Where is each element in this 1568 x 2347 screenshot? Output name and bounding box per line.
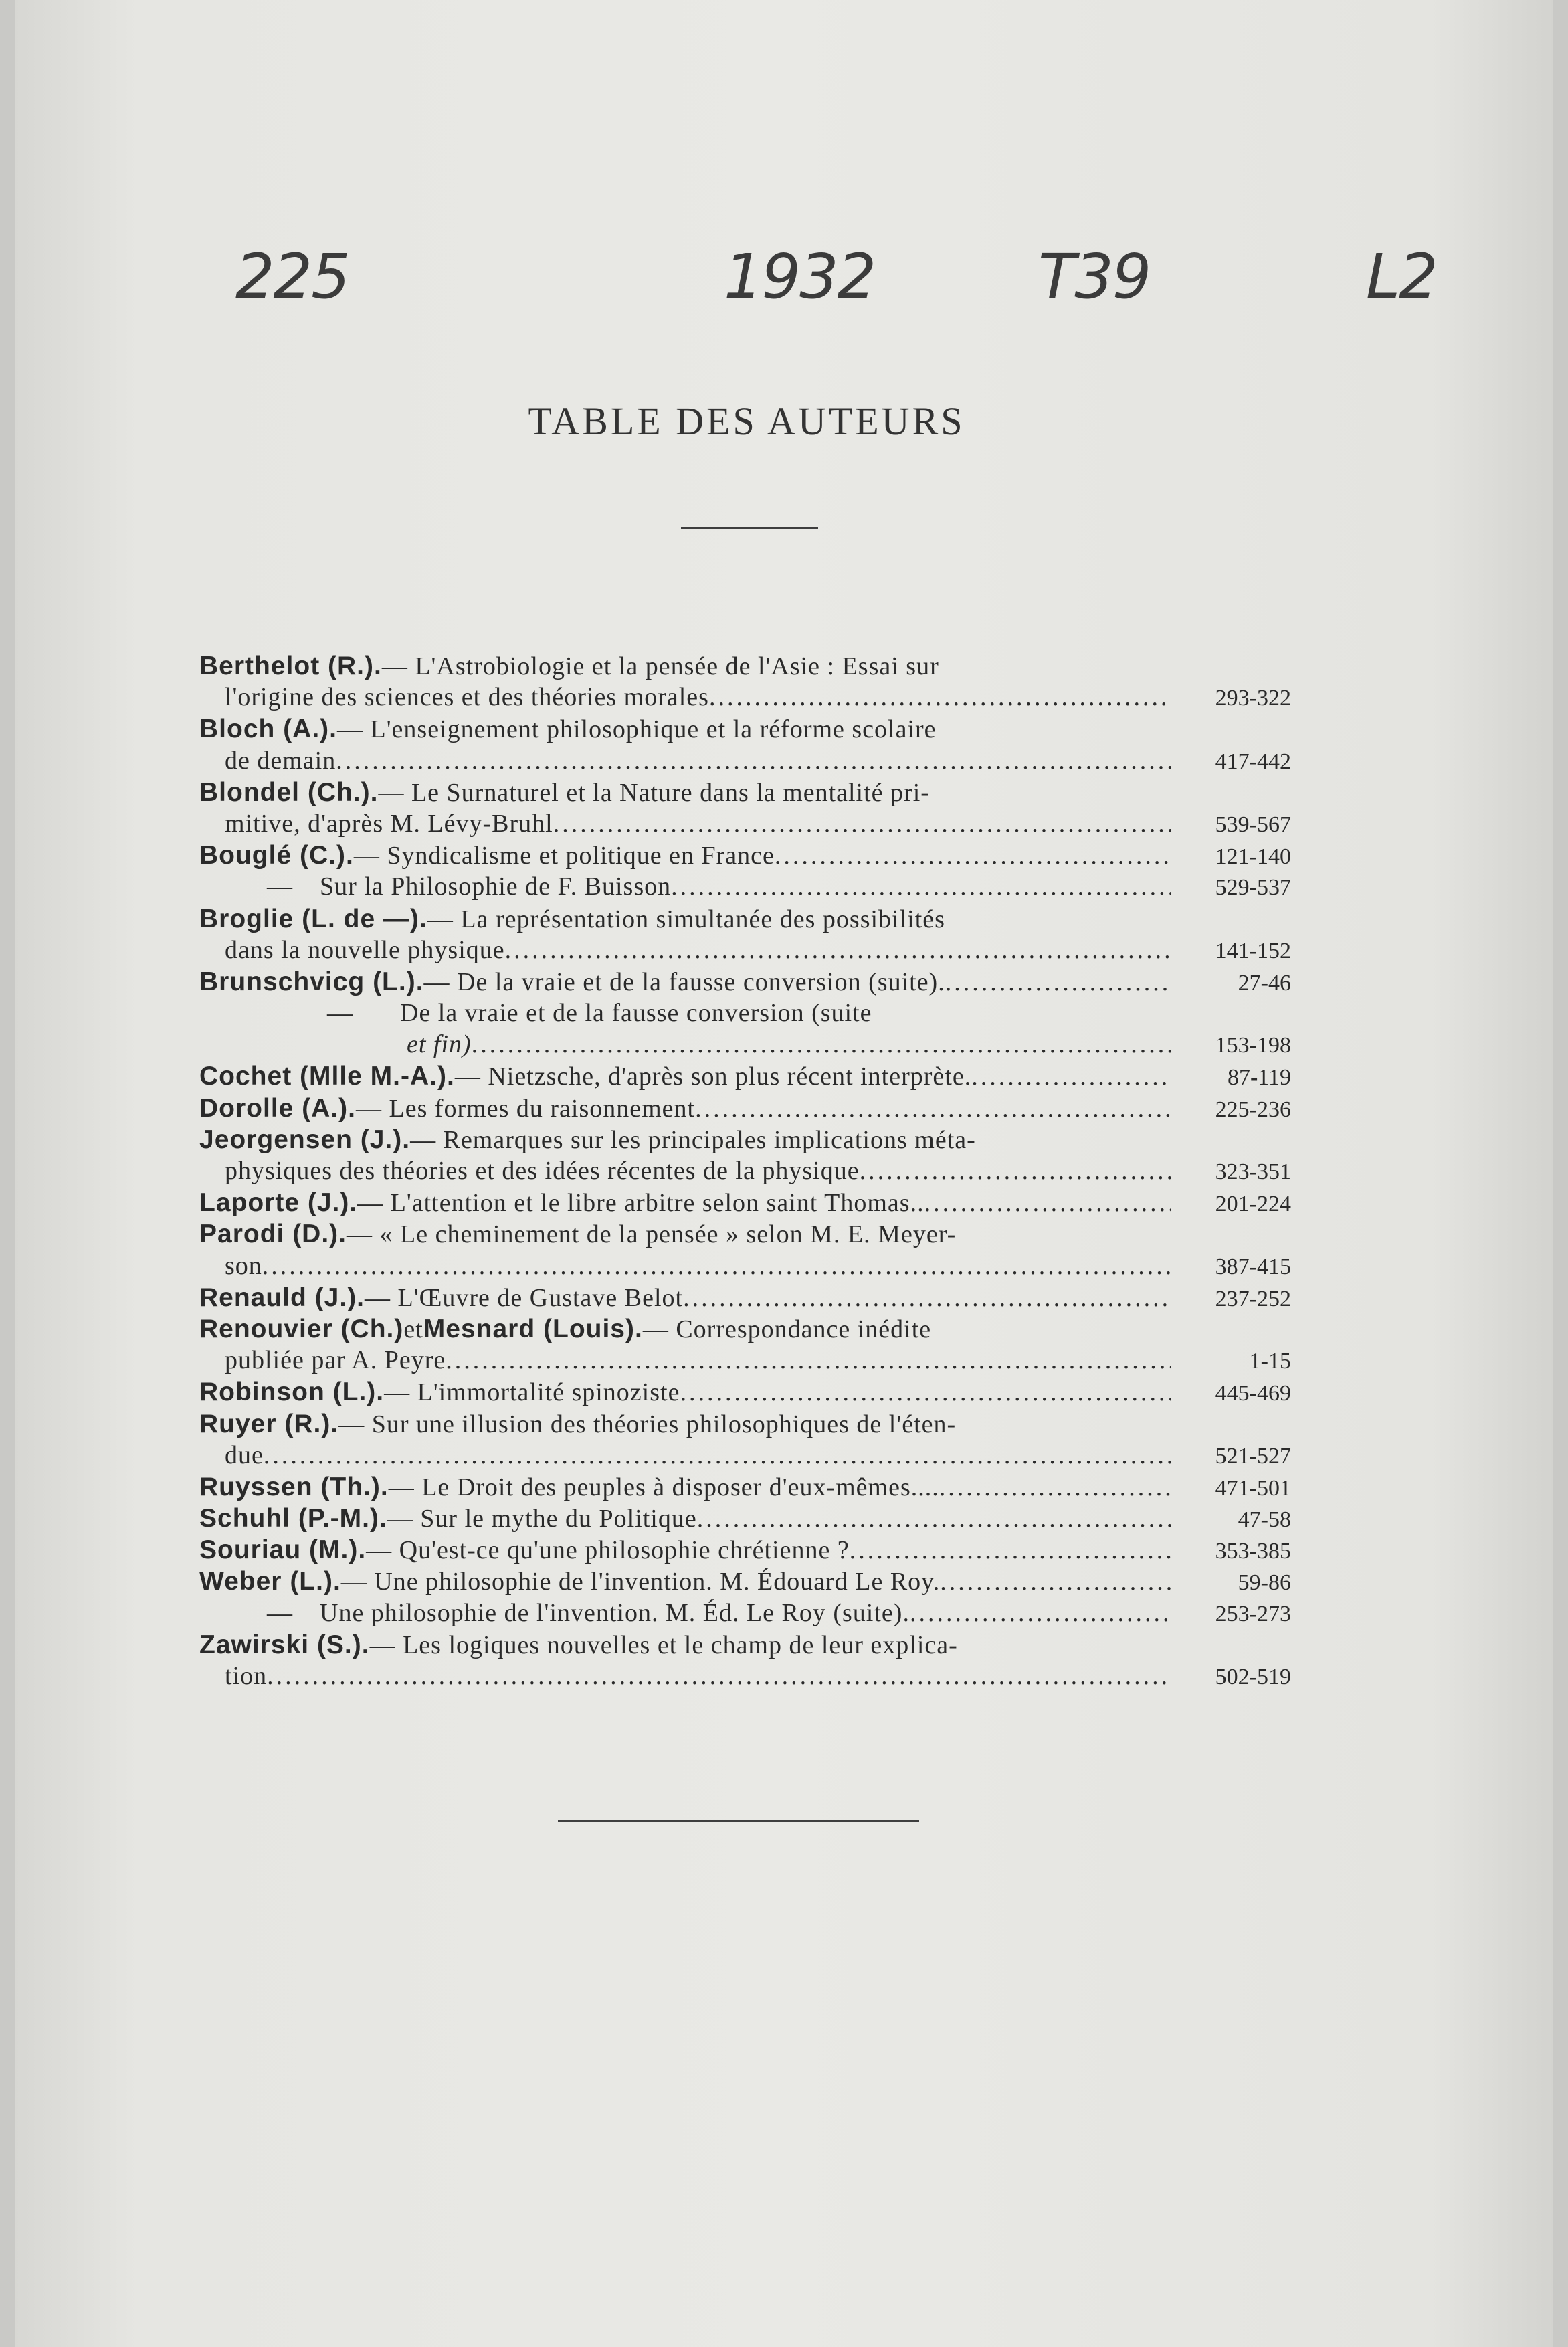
entry-title: — Sur le mythe du Politique xyxy=(387,1505,697,1533)
toc-line xyxy=(199,1440,1291,1471)
bottom-rule xyxy=(558,1820,919,1822)
entry-title: — Le Droit des peuples à disposer d'eux-mêmes.... xyxy=(388,1473,939,1501)
toc-line xyxy=(199,1598,1291,1629)
entry-title: dans la nouvelle physique xyxy=(225,935,505,964)
toc-line xyxy=(199,1124,1291,1155)
page-range: 153-198 xyxy=(1215,1033,1291,1058)
entry-title: — Syndicalisme et politique en France xyxy=(353,842,775,870)
toc-line xyxy=(199,650,1291,682)
page-range: 87-119 xyxy=(1227,1065,1291,1091)
toc-line xyxy=(199,1187,1291,1218)
page-range: 59-86 xyxy=(1238,1570,1291,1596)
author-name: Parodi (D.). xyxy=(199,1220,347,1249)
page-range: 529-537 xyxy=(1215,875,1291,901)
dot-leader xyxy=(553,808,1171,840)
entry-title: — Le Surnaturel et la Nature dans la mentalité pri- xyxy=(378,778,930,807)
toc-line xyxy=(199,966,1291,998)
toc-line xyxy=(199,903,1291,935)
toc-line xyxy=(199,935,1291,966)
author-name: Robinson (L.). xyxy=(199,1378,385,1407)
author-name: Mesnard (Louis). xyxy=(423,1314,643,1343)
entry-title: — Nietzsche, d'après son plus récent interprète. xyxy=(454,1062,972,1091)
entry-title: — De la vraie et de la fausse conversion (suite). xyxy=(423,967,945,996)
toc-line xyxy=(199,840,1291,871)
entry-title: — Les formes du raisonnement xyxy=(356,1094,696,1123)
author-name: Renauld (J.). xyxy=(199,1283,365,1312)
author-name: Brunschvicg (L.). xyxy=(199,967,424,996)
author-name: Laporte (J.). xyxy=(199,1188,358,1218)
dot-leader xyxy=(267,1661,1171,1692)
handwritten-volume: T39 xyxy=(1038,241,1151,312)
author-name: Zawirski (S.). xyxy=(199,1630,370,1659)
toc-line xyxy=(199,1471,1291,1503)
author-name: Souriau (M.). xyxy=(199,1535,367,1565)
entry-title: son xyxy=(225,1251,262,1280)
document-page xyxy=(15,0,1553,2347)
entry-title: — L'enseignement philosophique et la réforme scolaire xyxy=(336,715,937,744)
entry-title: — Une philosophie de l'invention. M. Édouard Le Roy. xyxy=(340,1568,941,1596)
toc-line xyxy=(199,1029,1291,1060)
dot-leader xyxy=(775,840,1171,871)
page-range: 471-501 xyxy=(1215,1475,1291,1501)
entry-title: — L'Astrobiologie et la pensée de l'Asie : Essai sur xyxy=(381,652,939,680)
toc-line xyxy=(199,871,1291,903)
dot-leader xyxy=(697,1503,1171,1534)
author-name: Jeorgensen (J.). xyxy=(199,1125,411,1154)
entry-title: — L'Œuvre de Gustave Belot xyxy=(365,1283,684,1312)
entry-title: l'origine des sciences et des théories morales xyxy=(225,683,709,712)
dot-leader xyxy=(336,745,1171,777)
entry-title: — La représentation simultanée des possibilités xyxy=(427,905,945,933)
toc-line xyxy=(199,745,1291,777)
dot-leader xyxy=(850,1535,1171,1566)
author-name: Berthelot (R.). xyxy=(199,652,382,680)
author-name: Broglie (L. de —). xyxy=(199,904,427,933)
entry-title: due xyxy=(225,1440,264,1469)
page-range: 121-140 xyxy=(1215,844,1291,870)
dot-leader xyxy=(945,967,1171,998)
toc-line xyxy=(199,1060,1291,1092)
dot-leader xyxy=(264,1440,1171,1471)
page-range: 521-527 xyxy=(1215,1443,1291,1469)
toc-line xyxy=(199,1534,1291,1566)
author-name: Ruyer (R.). xyxy=(199,1409,339,1438)
handwritten-year: 1932 xyxy=(724,241,876,312)
dot-leader xyxy=(446,1345,1171,1376)
dot-leader xyxy=(910,1598,1171,1629)
dot-leader xyxy=(940,1566,1171,1597)
handwritten-note-2: L2 xyxy=(1366,241,1437,312)
toc-line xyxy=(199,1282,1291,1313)
page-range: 539-567 xyxy=(1215,812,1291,837)
page-range: 323-351 xyxy=(1215,1159,1291,1184)
page-range: 253-273 xyxy=(1215,1601,1291,1626)
dot-leader xyxy=(671,871,1171,903)
dot-leader xyxy=(709,682,1171,713)
entry-title: tion xyxy=(225,1662,268,1690)
toc-line xyxy=(199,1376,1291,1408)
dot-leader xyxy=(680,1377,1171,1408)
dot-leader xyxy=(472,1029,1171,1060)
toc-line xyxy=(199,1661,1291,1692)
page-range: 27-46 xyxy=(1238,970,1291,996)
entry-title: — Qu'est-ce qu'une philosophie chrétienne ? xyxy=(366,1536,850,1565)
table-of-authors xyxy=(199,650,1291,1692)
entry-title: — Correspondance inédite xyxy=(642,1315,932,1343)
author-name: Bloch (A.). xyxy=(199,715,337,744)
page-range: 141-152 xyxy=(1215,938,1291,963)
dot-leader xyxy=(695,1093,1171,1124)
ditto-dash: — xyxy=(327,999,353,1028)
entry-title: — L'immortalité spinoziste xyxy=(384,1378,680,1407)
toc-line xyxy=(199,998,1291,1029)
toc-line xyxy=(199,1093,1291,1124)
entry-title: et fin) xyxy=(407,1030,472,1059)
author-name: Ruyssen (Th.). xyxy=(199,1472,389,1501)
page-range: 201-224 xyxy=(1215,1192,1291,1217)
entry-title: mitive, d'après M. Lévy-Bruhl xyxy=(225,809,553,838)
entry-title: De la vraie et de la fausse conversion (suite xyxy=(400,999,872,1028)
toc-line xyxy=(199,1503,1291,1534)
title-rule xyxy=(681,527,818,529)
toc-line xyxy=(199,1345,1291,1376)
author-name: Blondel (Ch.). xyxy=(199,777,379,807)
page-range: 293-322 xyxy=(1215,686,1291,711)
toc-line xyxy=(199,682,1291,713)
entry-title: et xyxy=(403,1315,423,1343)
dot-leader xyxy=(505,935,1171,966)
page-range: 1-15 xyxy=(1249,1349,1291,1374)
author-name: Renouvier (Ch.) xyxy=(199,1314,404,1343)
dot-leader xyxy=(860,1155,1171,1187)
entry-title: physiques des théories et des idées récentes de la physique xyxy=(225,1157,860,1185)
entry-title: Une philosophie de l'invention. M. Éd. Le Roy (suite). xyxy=(320,1598,910,1627)
page-range: 502-519 xyxy=(1215,1665,1291,1689)
page-title: TABLE DES AUTEURS xyxy=(528,399,965,443)
entry-title: — « Le cheminement de la pensée » selon M. E. Meyer- xyxy=(347,1220,957,1249)
author-name: Dorolle (A.). xyxy=(199,1093,356,1123)
toc-line xyxy=(199,1313,1291,1345)
dot-leader xyxy=(971,1061,1171,1092)
toc-line xyxy=(199,1218,1291,1250)
author-name: Cochet (Mlle M.-A.). xyxy=(199,1062,455,1091)
entry-title: de demain xyxy=(225,746,336,775)
toc-line xyxy=(199,1250,1291,1282)
dot-leader xyxy=(262,1250,1171,1282)
page-range: 237-252 xyxy=(1215,1286,1291,1311)
entry-title: — Remarques sur les principales implications méta- xyxy=(410,1125,976,1154)
toc-line xyxy=(199,777,1291,808)
page-range: 225-236 xyxy=(1215,1097,1291,1122)
toc-line xyxy=(199,1408,1291,1440)
toc-line xyxy=(199,1155,1291,1187)
entry-title: publiée par A. Peyre xyxy=(225,1346,446,1375)
dot-leader xyxy=(683,1283,1171,1313)
author-name: Schuhl (P.-M.). xyxy=(199,1504,387,1533)
entry-title: — Les logiques nouvelles et le champ de leur explica- xyxy=(369,1630,958,1659)
entry-title: Sur la Philosophie de F. Buisson xyxy=(320,872,672,901)
page-range: 387-415 xyxy=(1215,1254,1291,1279)
ditto-dash: — xyxy=(267,1598,292,1627)
toc-line xyxy=(199,713,1291,745)
toc-line xyxy=(199,1566,1291,1597)
page-range: 417-442 xyxy=(1215,749,1291,774)
dot-leader xyxy=(939,1472,1171,1503)
dot-leader xyxy=(924,1188,1171,1218)
page-range: 445-469 xyxy=(1215,1381,1291,1406)
toc-line xyxy=(199,1629,1291,1661)
handwritten-note-1: 225 xyxy=(235,241,349,312)
ditto-dash: — xyxy=(267,872,292,901)
page-range: 47-58 xyxy=(1238,1507,1291,1533)
entry-title: — L'attention et le libre arbitre selon saint Thomas.. xyxy=(357,1189,924,1218)
toc-line xyxy=(199,808,1291,840)
author-name: Bouglé (C.). xyxy=(199,841,354,870)
author-name: Weber (L.). xyxy=(199,1567,341,1596)
page-range: 353-385 xyxy=(1215,1539,1291,1564)
entry-title: — Sur une illusion des théories philosophiques de l'éten- xyxy=(338,1410,957,1438)
